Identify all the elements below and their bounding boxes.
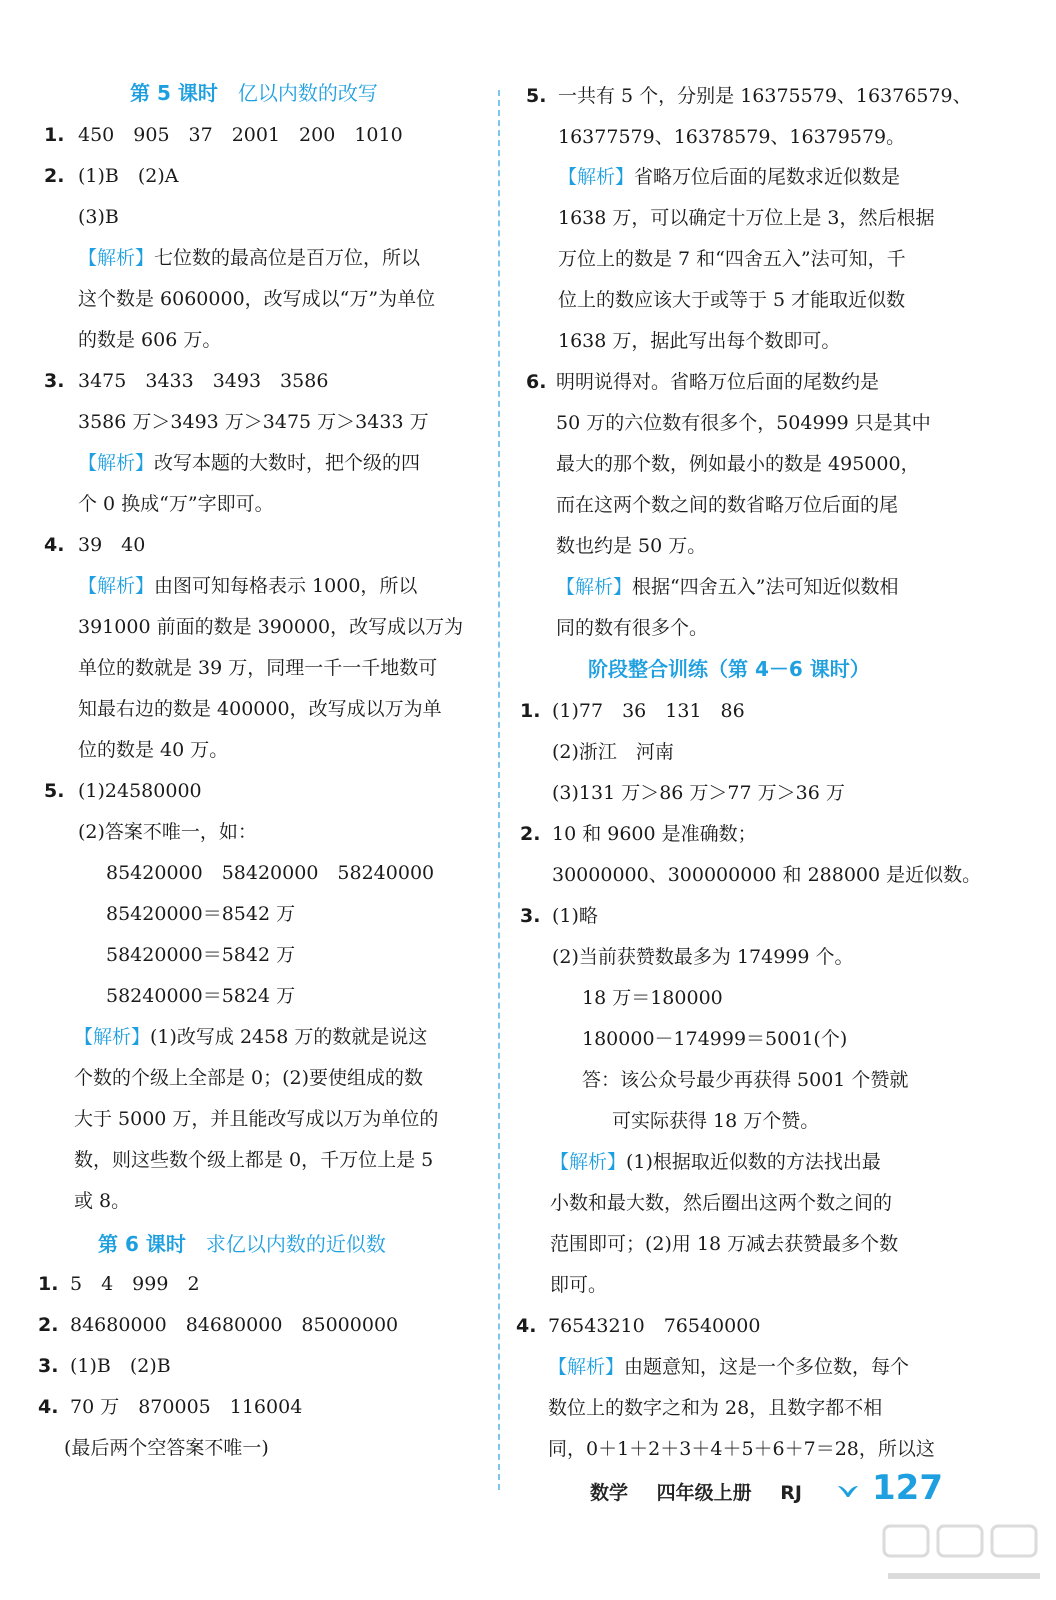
footer-edition: RJ — [780, 1482, 802, 1504]
question-number: 2. — [38, 1314, 59, 1336]
analysis-line — [74, 1025, 427, 1049]
section-title-stage-review: 阶段整合训练（第 4－6 课时） — [588, 657, 870, 681]
bird-logo-icon — [836, 1480, 860, 1504]
question-number: 3. — [44, 370, 65, 392]
answer-note: (最后两个空答案不唯一) — [64, 1437, 269, 1459]
answer-line: 而在这两个数之间的数省略万位后面的尾 — [556, 494, 899, 516]
question-number: 1. — [38, 1273, 59, 1295]
analysis-tag: 【解析】 — [548, 1356, 625, 1378]
answer-line: 58420000＝5842 万 — [106, 944, 296, 966]
analysis-tag: 【解析】 — [78, 452, 155, 474]
answer-line: 18 万＝180000 — [582, 987, 723, 1009]
page-number: 127 — [872, 1468, 943, 1508]
analysis-text: 省略万位后面的尾数求近似数是 — [634, 166, 901, 188]
analysis-line: 大于 5000 万，并且能改写成以万为单位的 — [74, 1108, 439, 1130]
answer-line: 一共有 5 个，分别是 16375579、16376579、 — [558, 85, 972, 107]
answer-line: (1)B (2)A — [78, 165, 179, 187]
answer-line: 最大的那个数，例如最小的数是 495000， — [556, 453, 920, 475]
answer-line: 10 和 9600 是准确数； — [552, 823, 757, 845]
analysis-line: 位的数是 40 万。 — [78, 739, 229, 761]
answer-line: 76543210 76540000 — [548, 1315, 761, 1337]
analysis-line — [78, 574, 417, 598]
answer-line: 3475 3433 3493 3586 — [78, 370, 329, 392]
answer-line: 可实际获得 18 万个赞。 — [612, 1110, 820, 1132]
analysis-line — [548, 1355, 909, 1379]
answer-line: (2)答案不唯一，如： — [78, 821, 257, 843]
analysis-line — [78, 451, 420, 475]
answer-line: 数也约是 50 万。 — [556, 535, 707, 557]
answer-line: 答：该公众号最少再获得 5001 个赞就 — [582, 1069, 909, 1091]
analysis-text: 七位数的最高位是百万位，所以 — [154, 247, 421, 269]
question-number: 3. — [38, 1355, 59, 1377]
analysis-line: 或 8。 — [74, 1190, 131, 1212]
analysis-line: 同的数有很多个。 — [556, 617, 709, 639]
question-number: 3. — [520, 905, 541, 927]
lesson-topic: 亿以内数的改写 — [237, 81, 378, 105]
answer-line: (3)131 万＞86 万＞77 万＞36 万 — [552, 782, 845, 804]
analysis-line: 单位的数就是 39 万，同理一千一千地数可 — [78, 657, 438, 679]
analysis-line: 即可。 — [550, 1274, 608, 1296]
answer-line: 450 905 37 2001 200 1010 — [78, 124, 403, 146]
analysis-line: 个 0 换成“万”字即可。 — [78, 493, 274, 515]
analysis-tag: 【解析】 — [74, 1026, 151, 1048]
lesson-topic: 求亿以内数的近似数 — [205, 1232, 386, 1256]
analysis-line: 数，则这些数个级上都是 0，千万位上是 5 — [74, 1149, 434, 1171]
question-number: 5. — [44, 780, 65, 802]
analysis-line: 这个数是 6060000，改写成以“万”为单位 — [78, 288, 436, 310]
answer-line: (1)77 36 131 86 — [552, 700, 745, 722]
answer-line: (3)B — [78, 206, 119, 228]
lesson-number: 第 6 课时 — [98, 1232, 186, 1256]
answer-line: 5 4 999 2 — [70, 1273, 200, 1295]
analysis-line: 个数的个级上全部是 0；(2)要使组成的数 — [74, 1067, 424, 1089]
answer-line: 180000－174999＝5001(个) — [582, 1028, 848, 1050]
page-footer — [590, 1478, 824, 1505]
answer-line: (2)当前获赞数最多为 174999 个。 — [552, 946, 854, 968]
answer-line: (1)24580000 — [78, 780, 202, 802]
analysis-line: 数位上的数字之和为 28，且数字都不相 — [548, 1397, 883, 1419]
analysis-text: (1)根据取近似数的方法找出最 — [626, 1151, 881, 1173]
section-title-lesson5 — [130, 80, 378, 106]
analysis-line — [550, 1150, 881, 1174]
analysis-text: (1)改写成 2458 万的数就是说这 — [150, 1026, 428, 1048]
lesson-number: 第 5 课时 — [130, 81, 218, 105]
answer-line: 70 万 870005 116004 — [70, 1396, 303, 1418]
answer-line: 30000000、300000000 和 288000 是近似数。 — [552, 864, 982, 886]
answer-line: (1)B (2)B — [70, 1355, 171, 1377]
analysis-text: 由题意知，这是一个多位数，每个 — [624, 1356, 910, 1378]
answer-line: 58240000＝5824 万 — [106, 985, 296, 1007]
footer-grade: 四年级上册 — [656, 1482, 752, 1504]
question-number: 4. — [38, 1396, 59, 1418]
answer-line: 明明说得对。省略万位后面的尾数约是 — [556, 371, 880, 393]
analysis-text: 由图可知每格表示 1000，所以 — [154, 575, 418, 597]
section-title-lesson6 — [98, 1231, 386, 1257]
watermark-icon — [880, 1520, 1050, 1590]
analysis-text: 改写本题的大数时，把个级的四 — [154, 452, 421, 474]
question-number: 1. — [44, 124, 65, 146]
answer-line: 39 40 — [78, 534, 146, 556]
analysis-line — [558, 165, 900, 189]
analysis-tag: 【解析】 — [558, 166, 635, 188]
question-number: 4. — [516, 1315, 537, 1337]
analysis-line: 位上的数应该大于或等于 5 才能取近似数 — [558, 289, 906, 311]
analysis-line: 1638 万，据此写出每个数即可。 — [558, 330, 841, 352]
answer-line: 85420000 58420000 58240000 — [106, 862, 435, 884]
question-number: 5. — [526, 85, 547, 107]
analysis-line: 1638 万，可以确定十万位上是 3，然后根据 — [558, 207, 935, 229]
analysis-text: 根据“四舍五入”法可知近似数相 — [632, 576, 899, 598]
answer-line: 85420000＝8542 万 — [106, 903, 296, 925]
footer-subject: 数学 — [590, 1482, 629, 1504]
analysis-tag: 【解析】 — [78, 575, 155, 597]
analysis-line: 知最右边的数是 400000，改写成以万为单 — [78, 698, 442, 720]
column-divider — [498, 90, 500, 1490]
question-number: 4. — [44, 534, 65, 556]
analysis-line: 的数是 606 万。 — [78, 329, 222, 351]
analysis-line: 范围即可；(2)用 18 万减去获赞最多个数 — [550, 1233, 899, 1255]
analysis-tag: 【解析】 — [78, 247, 155, 269]
question-number: 1. — [520, 700, 541, 722]
analysis-line: 391000 前面的数是 390000，改写成以万为 — [78, 616, 464, 638]
answer-line: 50 万的六位数有很多个，504999 只是其中 — [556, 412, 931, 434]
analysis-tag: 【解析】 — [550, 1151, 627, 1173]
answer-line: 3586 万＞3493 万＞3475 万＞3433 万 — [78, 411, 429, 433]
analysis-line — [78, 246, 420, 270]
answer-line: (1)略 — [552, 905, 598, 927]
analysis-line — [556, 575, 898, 599]
analysis-line: 小数和最大数，然后圈出这两个数之间的 — [550, 1192, 893, 1214]
analysis-line: 万位上的数是 7 和“四舍五入”法可知，千 — [558, 248, 906, 270]
answer-line: 84680000 84680000 85000000 — [70, 1314, 399, 1336]
question-number: 2. — [44, 165, 65, 187]
answer-line: (2)浙江 河南 — [552, 741, 674, 763]
question-number: 2. — [520, 823, 541, 845]
analysis-tag: 【解析】 — [556, 576, 633, 598]
analysis-line: 同，0＋1＋2＋3＋4＋5＋6＋7＝28，所以这 — [548, 1438, 935, 1460]
answer-line: 16377579、16378579、16379579。 — [558, 126, 906, 148]
question-number: 6. — [526, 371, 547, 393]
